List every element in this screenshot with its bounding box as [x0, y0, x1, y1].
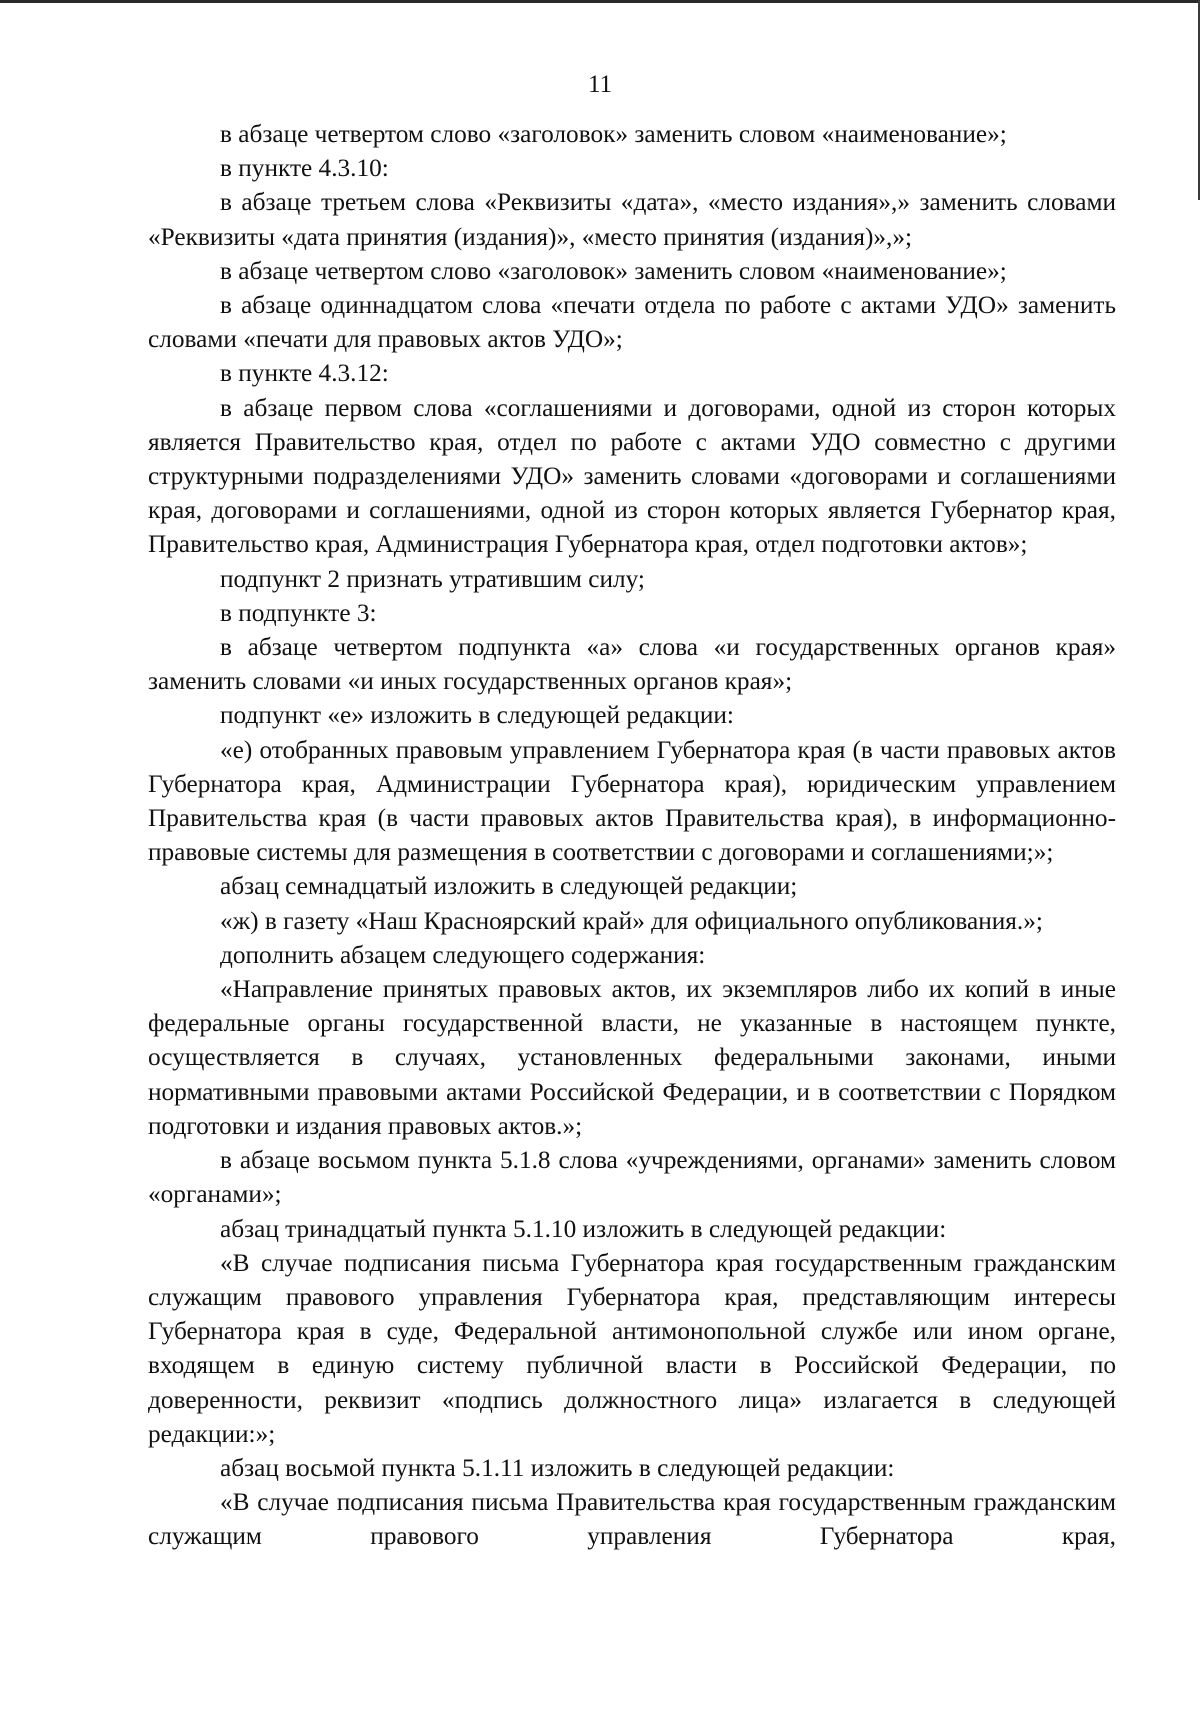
- paragraph: в пункте 4.3.12:: [220, 359, 389, 388]
- paragraph: дополнить абзацем следующего содержания:: [220, 940, 706, 969]
- paragraph: в абзаце одиннадцатом слова «печати отдела по работе с актами УДО» заменить словами «печати для правовых актов УДО»;: [148, 291, 1116, 354]
- document-body: [148, 117, 1116, 1554]
- paragraph: «е) отобранных правовым управлением Губернатора края (в части правовых актов Губернатора края, Администрации Губернатора края), юридическим управлением Правительства края (в части правовых актов Правительства края), в информационно-правовые системы для размещения в соответствии с договорами и соглашениями;»;: [148, 735, 1116, 867]
- paragraph: в абзаце восьмом пункта 5.1.8 слова «учреждениями, органами» заменить словом «органами»;: [148, 1146, 1116, 1209]
- scan-border-top: [0, 0, 1200, 3]
- paragraph: «ж) в газету «Наш Красноярский край» для официального опубликования.»;: [220, 906, 1043, 935]
- paragraph: в пункте 4.3.10:: [220, 154, 389, 183]
- paragraph: в подпункте 3:: [220, 598, 377, 627]
- paragraph: подпункт «е» изложить в следующей редакции:: [220, 701, 734, 730]
- paragraph: в абзаце третьем слова «Реквизиты «дата», «место издания»,» заменить словами «Реквизиты «дата принятия (издания)», «место принятия (издания)»,»;: [148, 188, 1116, 251]
- paragraph: абзац восьмой пункта 5.1.11 изложить в следующей редакции:: [220, 1453, 895, 1482]
- paragraph: подпункт 2 признать утратившим силу;: [220, 564, 645, 593]
- paragraph: в абзаце четвертом слово «заголовок» заменить словом «наименование»;: [220, 256, 1007, 285]
- paragraph: абзац семнадцатый изложить в следующей редакции;: [220, 872, 798, 901]
- paragraph: «В случае подписания письма Правительства края государственным гражданским служащим правового управления Губернатора края,: [148, 1488, 1116, 1551]
- paragraph: «Направление принятых правовых актов, их экземпляров либо их копий в иные федеральные органы государственной власти, не указанные в настоящем пункте, осуществляется в случаях, установленных федеральными законами, иными нормативными правовыми актами Российской Федерации, и в соответствии с Порядком подготовки и издания правовых актов.»;: [148, 975, 1116, 1140]
- paragraph: абзац тринадцатый пункта 5.1.10 изложить в следующей редакции:: [220, 1214, 947, 1243]
- paragraph: в абзаце первом слова «соглашениями и договорами, одной из сторон которых является Правительство края, отдел по работе с актами УДО совместно с другими структурными подразделениями УДО» заменить словами «договорами и соглашениями края, договорами и соглашениями, одной из сторон которых является Губернатор края, Правительство края, Администрация Губернатора края, отдел подготовки актов»;: [148, 393, 1116, 559]
- paragraph: «В случае подписания письма Губернатора края государственным гражданским служащим правового управления Губернатора края, представляющим интересы Губернатора края в суде, Федеральной антимонопольной службе или ином органе, входящем в единую систему публичной власти в Российской Федерации, по доверенности, реквизит «подпись должностного лица» излагается в следующей редакции:»;: [148, 1248, 1116, 1448]
- page-number: 11: [587, 71, 613, 98]
- paragraph: в абзаце четвертом подпункта «а» слова «и государственных органов края» заменить словами «и иных государственных органов края»;: [148, 633, 1116, 696]
- paragraph: в абзаце четвертом слово «заголовок» заменить словом «наименование»;: [220, 120, 1007, 148]
